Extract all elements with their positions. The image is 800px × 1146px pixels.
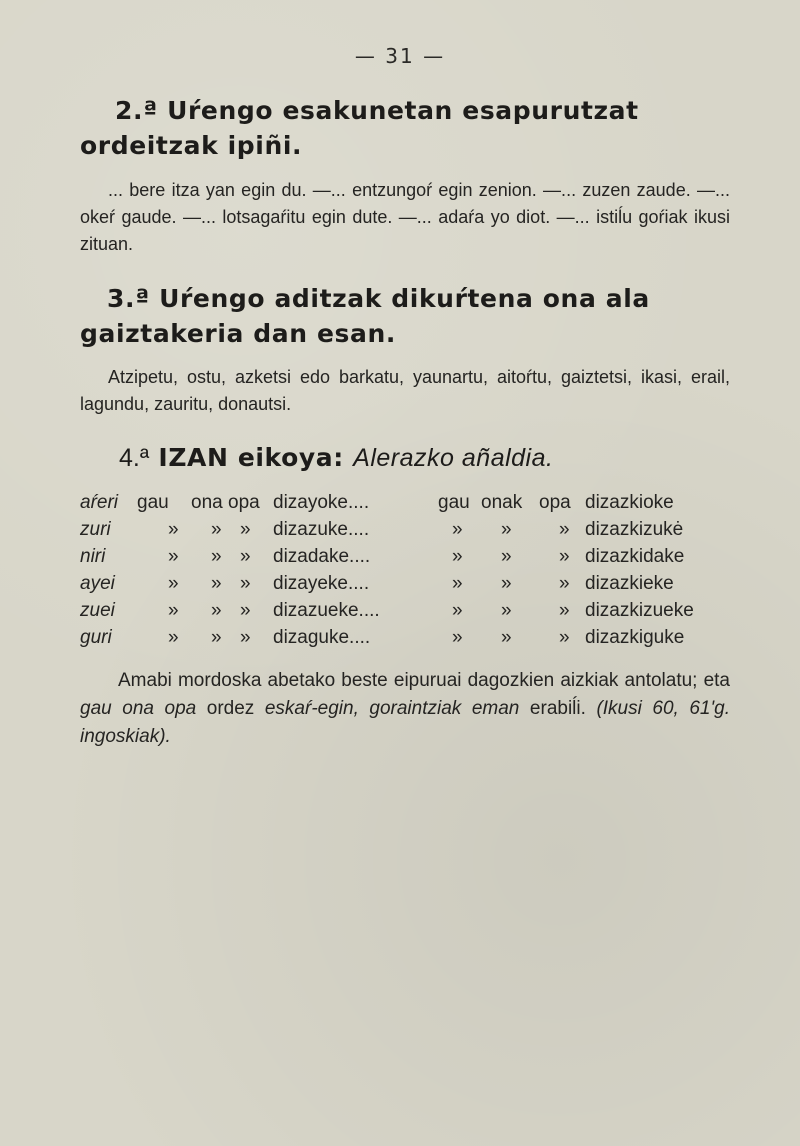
conjugation-table — [80, 492, 730, 654]
conj-plural-verb: dizazkizueke — [585, 600, 694, 621]
conj-plural-word-1: gau — [438, 492, 470, 513]
section-4-heading — [80, 440, 740, 476]
conj-ditto-mark: » — [452, 519, 463, 540]
conj-ditto-mark: » — [168, 627, 179, 648]
conj-pronoun: zuei — [80, 600, 115, 621]
conj-plural-word-2: onak — [481, 492, 523, 513]
conj-singular-word-3: opa — [228, 492, 260, 513]
conj-ditto-mark: » — [452, 573, 463, 594]
conj-plural-verb: dizazkidake — [585, 546, 685, 567]
conj-ditto-mark: » — [211, 519, 222, 540]
conj-ditto-mark: » — [168, 546, 179, 567]
conj-ditto-mark: » — [452, 546, 463, 567]
section-3-exercise-text: Atzipetu, ostu, azketsi edo barkatu, yaunartu, aitoŕtu, gaiztetsi, ikasi, erail, lagundu, zauritu, donautsi. — [80, 367, 730, 414]
conj-singular-verb: dizazueke.... — [273, 600, 380, 621]
conj-pronoun: guri — [80, 627, 112, 648]
conj-ditto-mark: » — [168, 519, 179, 540]
conjugation-row — [80, 600, 730, 627]
conj-ditto-mark: » — [240, 573, 251, 594]
conj-ditto-mark: » — [501, 573, 512, 594]
conj-pronoun: ayei — [80, 573, 115, 594]
conj-ditto-mark: » — [240, 600, 251, 621]
conj-plural-verb: dizazkioke — [585, 492, 674, 513]
conj-ditto-mark: » — [501, 600, 512, 621]
section-2-heading: 2.ª Uŕengo esakunetan esapurutzat ordeitzak ipiñi. — [80, 96, 639, 160]
conj-ditto-mark: » — [168, 573, 179, 594]
conj-plural-word-3: opa — [539, 492, 571, 513]
note-italic-phrase: eskaŕ-egin, goraintziak eman — [264, 698, 520, 719]
conj-singular-verb: dizadake.... — [273, 546, 371, 567]
conj-plural-verb: dizazkizukė — [585, 519, 684, 540]
conj-singular-word-1: gau — [137, 492, 169, 513]
conjugation-row — [80, 627, 730, 654]
conj-ditto-mark: » — [559, 519, 570, 540]
conj-ditto-mark: » — [559, 627, 570, 648]
conj-ditto-mark: » — [501, 546, 512, 567]
conjugation-row — [80, 546, 730, 573]
conj-singular-verb: dizayeke.... — [273, 573, 370, 594]
conj-singular-verb: dizazuke.... — [273, 519, 370, 540]
conj-plural-verb: dizazkiguke — [585, 627, 685, 648]
conjugation-row — [80, 492, 730, 519]
conj-ditto-mark: » — [240, 519, 251, 540]
note-text: Amabi mordoska abetako beste eipuruai dagozkien aizkiak antolatu; eta — [118, 670, 730, 691]
note-italic-phrase: gau ona opa — [80, 698, 197, 719]
section-2-exercise-text: ... bere itza yan egin du. —... entzungoŕ egin zenion. —... zuzen zaude. —... okeŕ gaude. —... lotsagaŕitu egin dute. —... adaŕa yo diot. —... istiĺu goŕiak ikusi zituan. — [80, 180, 730, 254]
note-reference: (Ikusi 60, 61'g. ingoskiak). — [80, 698, 730, 747]
conj-ditto-mark: » — [501, 627, 512, 648]
conj-ditto-mark: » — [452, 600, 463, 621]
conj-ditto-mark: » — [240, 546, 251, 567]
conj-singular-verb: dizaguke.... — [273, 627, 371, 648]
note-text: erabiĺi. — [519, 698, 597, 719]
conj-ditto-mark: » — [211, 600, 222, 621]
conjugation-row — [80, 573, 730, 600]
conj-pronoun: aŕeri — [80, 492, 119, 513]
section-4-number: 4.ª — [119, 444, 150, 472]
conj-ditto-mark: » — [501, 519, 512, 540]
conj-ditto-mark: » — [211, 627, 222, 648]
closing-instruction — [80, 667, 730, 751]
conj-ditto-mark: » — [240, 627, 251, 648]
conjugation-row — [80, 519, 730, 546]
page-number: — 31 — — [354, 44, 446, 68]
conj-ditto-mark: » — [168, 600, 179, 621]
conj-ditto-mark: » — [452, 627, 463, 648]
conj-pronoun: zuri — [80, 519, 111, 540]
note-text: ordez — [196, 698, 265, 719]
conj-ditto-mark: » — [211, 573, 222, 594]
section-4-title-bold: IZAN eikoya: — [158, 443, 344, 472]
conj-singular-verb: dizayoke.... — [273, 492, 370, 513]
conj-ditto-mark: » — [211, 546, 222, 567]
section-4-title-italic: Alerazko añaldia. — [353, 444, 554, 472]
conj-plural-verb: dizazkieke — [585, 573, 674, 594]
conj-pronoun: niri — [80, 546, 106, 567]
conj-ditto-mark: » — [559, 573, 570, 594]
conj-ditto-mark: » — [559, 600, 570, 621]
conj-ditto-mark: » — [559, 546, 570, 567]
conj-singular-word-2: ona — [191, 492, 223, 513]
section-3-heading: 3.ª Uŕengo aditzak dikuŕtena ona ala gaiztakeria dan esan. — [80, 284, 650, 348]
